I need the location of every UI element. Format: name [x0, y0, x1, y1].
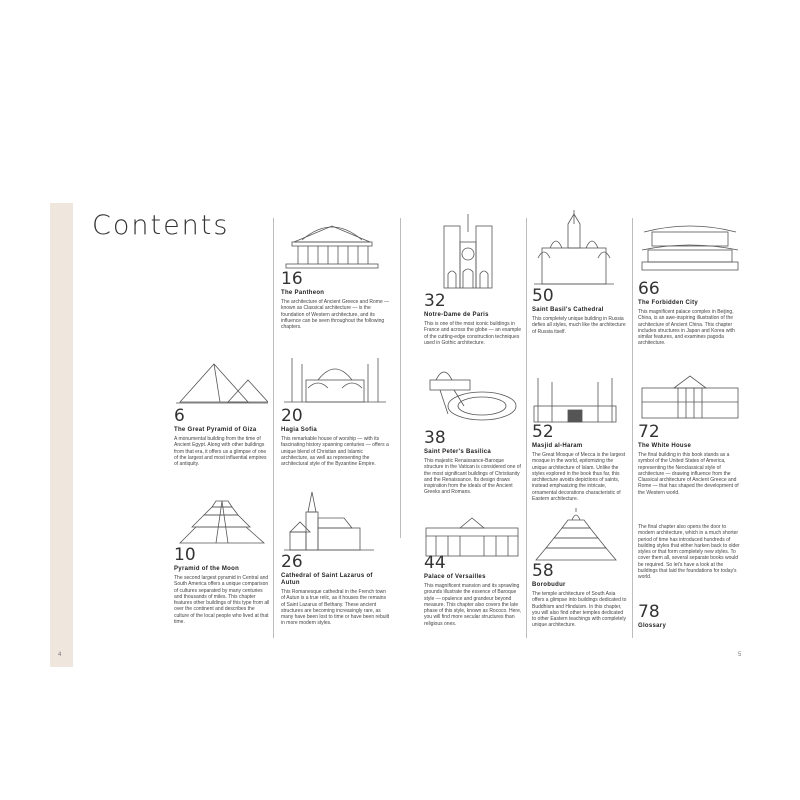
page-number: 58	[532, 561, 554, 581]
contents-entry-autun[interactable]	[281, 554, 391, 627]
column-divider	[526, 218, 527, 638]
entry-title: The Pantheon	[281, 290, 325, 296]
pyramid-giza-illustration	[176, 358, 268, 406]
entry-title: Masjid al-Haram	[532, 443, 583, 449]
autun-cathedral-illustration	[282, 488, 376, 554]
entry-description: The Great Mosque of Mecca is the largest mosque in the world, epitomizing the unique architecture of Islam. Unlike the styles explored in the book thus far, this architecture avoids depictions of saints, instead emphasizing the intricate, ornamental decorations characteristic of Eastern architecture.	[532, 452, 626, 503]
closing-note	[638, 522, 742, 581]
contents-entry-white-house[interactable]	[638, 424, 742, 496]
contents-entry-masjid-al-haram[interactable]	[532, 424, 628, 502]
contents-entry-forbidden-city[interactable]	[638, 281, 742, 347]
pyramid-moon-illustration	[176, 497, 268, 547]
entry-description: The final building in this book stands as a symbol of the United States of America, representing the Neoclassical style of architecture — drawing influence from the Classical architecture of Ancient Greece and Rome — that has shaped the development of the Western world.	[638, 452, 739, 496]
page-number: 20	[281, 406, 303, 426]
entry-title: Glossary	[638, 623, 667, 629]
page-number: 78	[638, 602, 660, 622]
page-number: 32	[424, 291, 446, 311]
page-number: 26	[281, 552, 303, 572]
contents-entry-notre-dame[interactable]	[424, 293, 522, 346]
entry-description: The temple architecture of South Asia offers a glimpse into buildings dedicated to Buddhism and Hinduism. In this chapter, you will also find other temples dedicated to other Eastern teachings with completely unique architecture.	[532, 591, 627, 629]
entry-title: Pyramid of the Moon	[174, 566, 240, 572]
contents-entry-saint-peters[interactable]	[424, 430, 522, 496]
contents-entry-saint-basils[interactable]	[532, 288, 628, 335]
closing-note-text: The final chapter also opens the door to modern architecture, which in a much shorter period of time has introduced hundreds of building styles that either harken back to older styles or that form completely new styles. To cover them all, several separate books would be required. So let's have a look at the buildings that laid the foundations for today's world.	[638, 524, 740, 581]
page-edge	[50, 203, 73, 667]
contents-entry-hagia-sofia[interactable]	[281, 408, 391, 467]
entry-description: This completely unique building in Russia defies all styles, much like the architecture of Russia itself.	[532, 316, 626, 335]
contents-entry-versailles[interactable]	[424, 555, 522, 627]
column-divider	[400, 218, 401, 538]
entry-title: The Great Pyramid of Giza	[174, 427, 257, 433]
entry-description: A monumental building from the time of Ancient Egypt. Along with other buildings from that era, it offers us a glimpse of one of the largest and most influential empires of antiquity.	[174, 436, 267, 468]
entry-description: The second largest pyramid in Central and South America offers a unique comparison of cultures separated by many centuries and thousands of miles. This chapter features other buildings of this type from all over the continent and describes the culture of the local people who lived at that time.	[174, 575, 270, 626]
entry-title: Borobudur	[532, 582, 566, 588]
page-title: Contents	[92, 210, 230, 241]
saint-peters-illustration	[424, 360, 522, 426]
page-number: 66	[638, 279, 660, 299]
page-number: 6	[174, 406, 185, 426]
entry-description: The architecture of Ancient Greece and Rome — known as Classical architecture — is the foundation of Western architecture, and its influence can be seen throughout the following chapters.	[281, 299, 390, 331]
entry-title: Palace of Versailles	[424, 574, 486, 580]
column-divider	[632, 218, 633, 638]
versailles-illustration	[424, 514, 520, 558]
entry-title: Notre-Dame de Paris	[424, 312, 489, 318]
entry-description: This Romanesque cathedral in the French town of Autun is a true relic, as it houses the remains of Saint Lazarus of Bethany. These ancient structures are becoming increasingly rare, as many have been lost to time or have been rebuilt in more modern styles.	[281, 589, 390, 627]
page-number: 50	[532, 286, 554, 306]
page-number-right: 5	[738, 652, 742, 658]
page-number: 44	[424, 553, 446, 573]
white-house-illustration	[640, 372, 740, 422]
entry-title: Hagia Sofia	[281, 427, 317, 433]
page-number: 72	[638, 422, 660, 442]
page-number: 10	[174, 545, 196, 565]
entry-description: This is one of the most iconic buildings in France and across the globe — an example of the cutting-edge construction techniques used in Gothic architecture.	[424, 321, 521, 346]
masjid-al-haram-illustration	[532, 374, 618, 426]
contents-entry-giza[interactable]	[174, 408, 270, 467]
forbidden-city-illustration	[638, 214, 742, 274]
hagia-sofia-illustration	[282, 354, 388, 406]
entry-title: Cathedral of Saint Lazarus of Autun	[281, 573, 373, 586]
entry-title: The White House	[638, 443, 692, 449]
page-number: 52	[532, 422, 554, 442]
contents-entry-borobudur[interactable]	[532, 563, 628, 629]
entry-description: This remarkable house of worship — with its fascinating history spanning centuries — offers a unique blend of Christian and Islamic architecture, as well as representing the architectural style of the Byzantine Empire.	[281, 436, 389, 468]
column-divider	[273, 218, 274, 638]
notre-dame-illustration	[440, 212, 496, 290]
saint-basils-illustration	[532, 208, 616, 288]
pantheon-illustration	[282, 218, 382, 270]
page-number-left: 4	[58, 652, 62, 658]
entry-description: This magnificent mansion and its sprawling grounds illustrate the essence of Baroque style — opulence and grandeur beyond measure. This chapter also covers the late phase of this style, known as Rococo. Here, you will find more secular structures than religious ones.	[424, 583, 522, 627]
page-number: 16	[281, 269, 303, 289]
entry-title: The Forbidden City	[638, 300, 699, 306]
contents-entry-pantheon[interactable]	[281, 271, 391, 330]
contents-entry-moon[interactable]	[174, 547, 270, 625]
entry-description: This majestic Renaissance-Baroque structure in the Vatican is considered one of the most significant buildings of Christianity and the Renaissance. Its design draws inspiration from the ideals of the Ancient Greeks and Romans.	[424, 458, 521, 496]
borobudur-illustration	[534, 504, 618, 564]
entry-description: This magnificent palace complex in Beijing, China, is an awe-inspiring illustration of the architecture of Ancient China. This chapter includes structures in Japan and Korea with similar features, and examines pagoda architecture.	[638, 309, 735, 347]
entry-title: Saint Basil's Cathedral	[532, 307, 604, 313]
contents-entry-glossary[interactable]	[638, 604, 742, 630]
entry-title: Saint Peter's Basilica	[424, 449, 492, 455]
page-number: 38	[424, 428, 446, 448]
